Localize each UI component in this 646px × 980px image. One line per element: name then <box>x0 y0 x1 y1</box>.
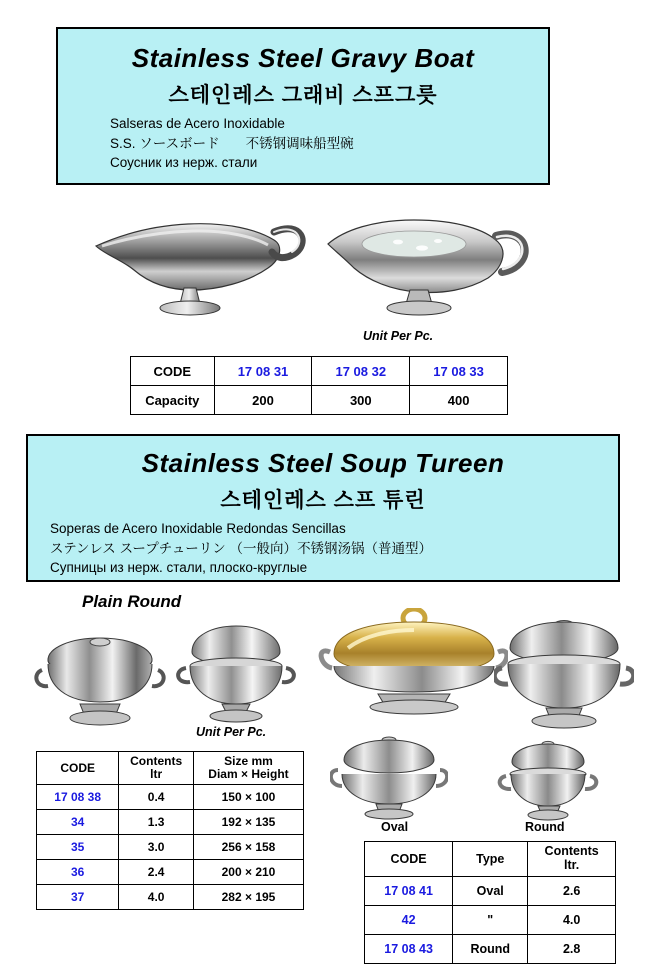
ovalround-code-1: 42 <box>365 905 453 934</box>
plain-contents-2: 3.0 <box>119 835 194 860</box>
plain-size-header-l2: Diam × Height <box>208 767 289 782</box>
gravy-code-2: 17 08 32 <box>312 357 410 386</box>
plain-contents-header-l1: Contents <box>130 754 183 768</box>
ovalround-contents-0: 2.6 <box>528 876 616 905</box>
plain-contents-header-l2: ltr <box>150 767 163 782</box>
table-row <box>37 885 304 910</box>
plain-contents-3: 2.4 <box>119 860 194 885</box>
ovalround-code-0: 17 08 41 <box>365 876 453 905</box>
soup-tureen-title: Stainless Steel Soup Tureen <box>141 448 505 478</box>
ovalround-code-header: CODE <box>365 842 453 877</box>
gravy-boat-russian: Соусник из нерж. стали <box>110 155 258 171</box>
table-row <box>365 876 616 905</box>
ovalround-code-2: 17 08 43 <box>365 934 453 963</box>
gravy-code-label: CODE <box>131 357 215 386</box>
gravy-boat-banner <box>56 27 550 185</box>
oval-tureen-photo-small <box>330 730 448 822</box>
oval-label: Oval <box>381 820 409 834</box>
soup-tureen-banner <box>26 434 620 582</box>
oval-round-table <box>364 841 616 964</box>
gravy-boat-spanish: Salseras de Acero Inoxidable <box>110 116 285 131</box>
plain-round-table <box>36 751 304 910</box>
plain-code-4: 37 <box>37 885 119 910</box>
plain-contents-1: 1.3 <box>119 810 194 835</box>
soup-tureen-russian: Супницы из нерж. стали, плоско-круглые <box>50 560 308 576</box>
ovalround-contents-header <box>528 842 616 877</box>
plain-round-heading: Plain Round <box>82 592 182 611</box>
table-row <box>365 905 616 934</box>
ovalround-contents-1: 4.0 <box>528 905 616 934</box>
table-row <box>131 386 508 415</box>
plain-code-2: 35 <box>37 835 119 860</box>
plain-contents-header <box>119 752 194 785</box>
gravy-capacity-label: Capacity <box>131 386 215 415</box>
ovalround-type-2: Round <box>453 934 528 963</box>
plain-round-tureen-photo-tall <box>172 612 300 730</box>
table-row <box>365 934 616 963</box>
oval-tureen-photo-large <box>318 608 508 718</box>
table-row <box>37 860 304 885</box>
gravy-boat-japanese: S.S. ソースボード <box>110 135 220 151</box>
tureen-unit-caption: Unit Per Pc. <box>196 725 267 739</box>
gravy-capacity-1: 200 <box>214 386 312 415</box>
table-header-row <box>365 842 616 877</box>
plain-contents-0: 0.4 <box>119 785 194 810</box>
gravy-code-3: 17 08 33 <box>410 357 508 386</box>
gravy-boat-chinese: 不锈钢调味船型碗 <box>245 135 354 151</box>
gravy-unit-caption: Unit Per Pc. <box>363 329 434 343</box>
gravy-capacity-2: 300 <box>312 386 410 415</box>
table-row <box>131 357 508 386</box>
table-row <box>37 785 304 810</box>
ovalround-contents-header-l1: Contents <box>544 844 599 858</box>
plain-size-3: 200 × 210 <box>193 860 303 885</box>
ovalround-type-header: Type <box>453 842 528 877</box>
plain-size-4: 282 × 195 <box>193 885 303 910</box>
gravy-boat-photo-right <box>318 196 542 321</box>
plain-round-tureen-photo-low <box>30 630 170 740</box>
gravy-capacity-3: 400 <box>410 386 508 415</box>
round-label: Round <box>525 820 565 834</box>
soup-tureen-title-korean: 스테인레스 스프 튜린 <box>220 489 426 512</box>
ovalround-type-0: Oval <box>453 876 528 905</box>
plain-code-3: 36 <box>37 860 119 885</box>
table-header-row <box>37 752 304 785</box>
gravy-boat-table <box>130 356 508 415</box>
plain-code-header: CODE <box>37 752 119 785</box>
plain-contents-4: 4.0 <box>119 885 194 910</box>
plain-size-header <box>193 752 303 785</box>
plain-code-1: 34 <box>37 810 119 835</box>
plain-code-0: 17 08 38 <box>37 785 119 810</box>
soup-tureen-japanese: ステンレス スープチューリン （一般向） <box>50 540 298 556</box>
soup-tureen-chinese: 不锈钢汤锅（普通型） <box>297 540 433 556</box>
gravy-boat-photo-left <box>88 196 318 321</box>
gravy-boat-title-korean: 스테인레스 그래비 스프그릇 <box>168 84 438 107</box>
soup-tureen-subtitles <box>50 519 618 578</box>
ovalround-contents-2: 2.8 <box>528 934 616 963</box>
gravy-boat-title: Stainless Steel Gravy Boat <box>131 43 475 73</box>
soup-tureen-spanish: Soperas de Acero Inoxidable Redondas Sencillas <box>50 521 346 536</box>
table-row <box>37 835 304 860</box>
ovalround-contents-header-l2: ltr. <box>563 857 580 872</box>
ovalround-type-1: " <box>453 905 528 934</box>
gravy-code-1: 17 08 31 <box>214 357 312 386</box>
plain-size-0: 150 × 100 <box>193 785 303 810</box>
round-tureen-photo-large <box>494 608 634 733</box>
plain-size-2: 256 × 158 <box>193 835 303 860</box>
gravy-boat-subtitles <box>110 114 548 173</box>
table-row <box>37 810 304 835</box>
round-tureen-photo-small <box>496 734 600 822</box>
plain-size-header-l1: Size mm <box>224 754 273 768</box>
plain-size-1: 192 × 135 <box>193 810 303 835</box>
